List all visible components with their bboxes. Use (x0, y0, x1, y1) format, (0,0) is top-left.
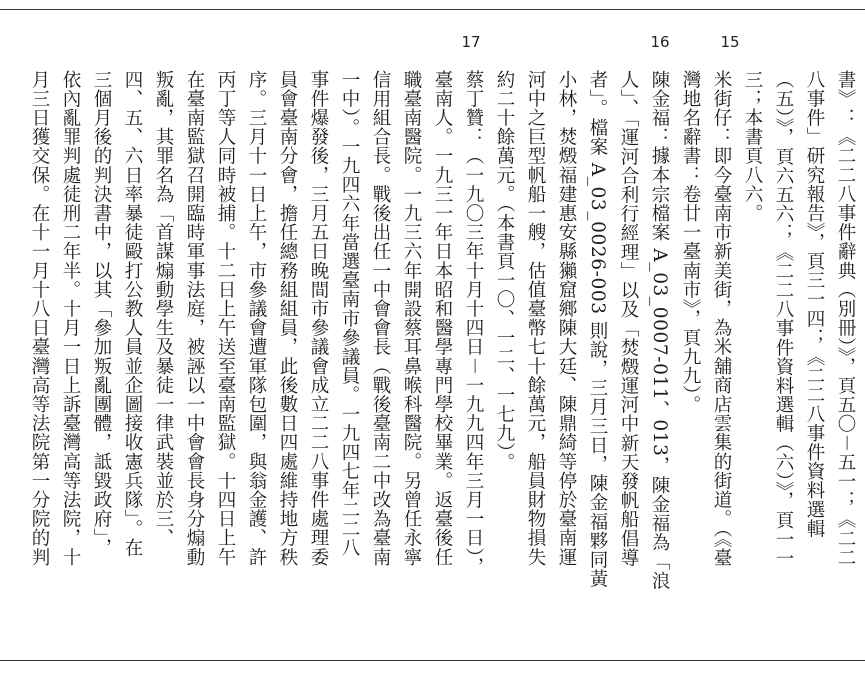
text-column: 約二十餘萬元。（本書頁一〇、一二、一七九）。 (494, 70, 515, 472)
text-column: 事件爆發後，三月五日晚間市參議會成立二二八事件處理委 (308, 70, 329, 567)
text-column: 蔡丁贊：（一九〇三年十月十四日－一九九四年三月一日）， (463, 70, 484, 577)
text-column: 者」。檔案 A_03_0026-003 則說，三月三日，陳金福夥同黃 (587, 70, 608, 589)
text-column: 依內亂罪判處徒刑二年半。十月一日上訴臺灣高等法院，十 (60, 70, 81, 567)
top-rule (0, 9, 865, 10)
text-column: 八事件」研究報告》，頁三一四；《二二八事件資料選輯 (804, 70, 825, 539)
text-column: 一中）。一九四六年當選臺南市參議員。一九四七年二二八 (339, 70, 360, 558)
text-column: 米街仔：即今臺南市新美街，為米舖商店雲集的街道。（《臺 (711, 70, 732, 568)
footnote-number-15: 15 (720, 33, 740, 51)
text-column: （五）》，頁六五六；《二二八事件資料選輯（六）》，頁一一 (773, 70, 794, 568)
text-column: 在臺南監獄召開臨時軍事法庭，被誣以一中會會長身分煽動 (184, 70, 205, 567)
text-column: 小林，焚燬福建惠安縣獺窟鄉陳大廷、陳鼎綺等停於臺南運 (556, 70, 577, 567)
text-column: 職臺南醫院。一九三六年開設蔡耳鼻喉科醫院。另曾任永寧 (401, 70, 422, 567)
bottom-rule (0, 660, 865, 661)
text-column: 人」、「運河合利行經理」以及「焚燬運河中新天發帆船倡導 (618, 70, 639, 568)
text-column: 叛亂，其罪名為「首謀煽動學生及暴徒一律武裝並於三、 (153, 70, 174, 548)
text-column: 三；本書頁八六。 (742, 70, 763, 223)
text-column: 四、五、六日率暴徒毆打公教人員並企圖接收憲兵隊」。在 (122, 70, 143, 558)
footnote-number-16: 16 (650, 33, 670, 51)
text-column: 灣地名辭書：卷廿一臺南市》，頁九九）。 (680, 70, 701, 415)
text-column: 序。三月十一日上午，市參議會遭軍隊包圍，與翁金護、許 (246, 70, 267, 567)
text-column: 河中之巨型帆船一艘，估值臺幣七十餘萬元，船員財物損失 (525, 70, 546, 567)
text-column: 丙丁等人同時被捕。十二日上午送至臺南監獄。十四日上午 (215, 70, 236, 567)
text-column: 三個月後的判決書中，以其「參加叛亂團體，詆毀政府」， (91, 70, 112, 558)
text-column: 信用組合長。戰後出任一中會會長（戰後臺南二中改為臺南 (370, 70, 391, 567)
text-column: 書》：《二二八事件辭典（別冊）》，頁五〇－五一；《二二 (835, 70, 856, 568)
text-column: 臺南人。一九三一年日本昭和醫學專門學校畢業。返臺後任 (432, 70, 453, 567)
footnote-number-17: 17 (461, 33, 481, 51)
text-column: 陳金福：據本宗檔案 A_03_0007-011、013，陳金福為「浪 (649, 70, 670, 591)
text-column: 員會臺南分會，擔任總務組組員，此後數日四處維持地方秩 (277, 70, 298, 567)
text-column: 月三日獲交保。在十一月十八日臺灣高等法院第一分院的判 (29, 70, 50, 567)
